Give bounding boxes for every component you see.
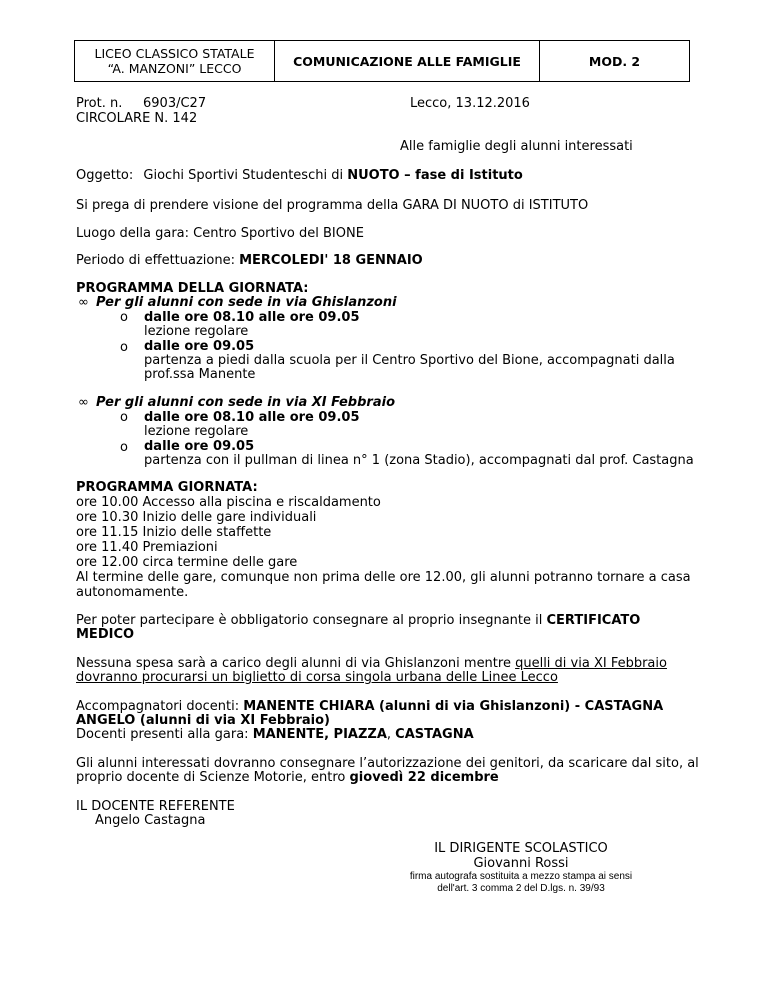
teachers-names-2: CASTAGNA xyxy=(395,727,474,742)
circolare-number: CIRCOLARE N. 142 xyxy=(76,111,198,126)
teachers-separator: , xyxy=(386,727,396,742)
signature-note-2: dell'art. 3 comma 2 del D.lgs. n. 39/93 xyxy=(437,883,605,894)
bullet-icon: ∞ xyxy=(78,395,89,410)
module-number: MOD. 2 xyxy=(588,53,641,69)
bullet-icon: ∞ xyxy=(78,295,89,310)
schedule-line: ore 10.00 Accesso alla piscina e riscaldamento xyxy=(76,495,381,510)
principal-signature xyxy=(408,841,634,895)
time-range: dalle ore 08.10 alle ore 09.05 xyxy=(144,410,360,425)
cost-underlined-1: quelli di via XI Febbraio xyxy=(515,656,667,671)
schedule-title: PROGRAMMA GIORNATA: xyxy=(76,480,258,495)
chaperones xyxy=(76,699,663,714)
certificate-text: Per poter partecipare è obbligatorio consegnare al proprio insegnante il xyxy=(76,613,547,628)
period-value: MERCOLEDI' 18 GENNAIO xyxy=(239,253,423,268)
certificate-notice xyxy=(76,613,640,628)
referent-title: IL DOCENTE REFERENTE xyxy=(76,799,235,814)
chaperones-names-2: ANGELO (alunni di via XI Febbraio) xyxy=(76,713,331,728)
school-line-1: LICEO CLASSICO STATALE xyxy=(94,46,255,61)
subject-label: Oggetto: xyxy=(76,168,134,183)
document-title: COMUNICAZIONE ALLE FAMIGLIE xyxy=(275,41,540,81)
venue: Luogo della gara: Centro Sportivo del BIONE xyxy=(76,226,364,241)
principal-name: Giovanni Rossi xyxy=(473,856,569,871)
authorization-line-1: Gli alunni interessati dovranno consegnare l’autorizzazione dei genitori, da scaricare dal sito, al xyxy=(76,756,699,771)
header-table xyxy=(74,40,690,82)
time-description: lezione regolare xyxy=(144,324,249,339)
period-label: Periodo di effettuazione: xyxy=(76,253,240,268)
list-marker: o xyxy=(120,340,128,355)
cost-underlined-2: dovranno procurarsi un biglietto di corsa singola urbana delle Linee Lecco xyxy=(76,670,558,685)
principal-title: IL DIRIGENTE SCOLASTICO xyxy=(434,841,608,856)
program-title: PROGRAMMA DELLA GIORNATA: xyxy=(76,281,309,296)
schedule-line: ore 11.15 Inizio delle staffette xyxy=(76,525,272,540)
schedule-line: autonomamente. xyxy=(76,585,189,600)
authorization-line-2 xyxy=(76,770,499,785)
chaperones-names-1: MANENTE CHIARA (alunni di via Ghislanzoni) - CASTAGNA xyxy=(243,699,664,714)
referent-name: Angelo Castagna xyxy=(95,813,206,828)
recipients: Alle famiglie degli alunni interessati xyxy=(400,139,633,154)
time-range: dalle ore 09.05 xyxy=(144,439,255,454)
cost-notice xyxy=(76,656,667,671)
certificate-bold: CERTIFICATO xyxy=(546,613,641,628)
chaperones-label: Accompagnatori docenti: xyxy=(76,699,244,714)
subject-text: Giochi Sportivi Studenteschi di xyxy=(143,168,348,183)
time-description: partenza a piedi dalla scuola per il Centro Sportivo del Bione, accompagnati dalla xyxy=(144,353,675,368)
signature-note-1: firma autografa sostituita a mezzo stampa ai sensi xyxy=(409,871,633,882)
schedule-line: Al termine delle gare, comunque non prima delle ore 12.00, gli alunni potranno tornare a casa xyxy=(76,570,691,585)
school-name-cell xyxy=(75,41,275,81)
place-date: Lecco, 13.12.2016 xyxy=(410,96,530,111)
subject-line xyxy=(76,168,523,183)
authorization-text: proprio docente di Scienze Motorie, entro xyxy=(76,770,350,785)
schedule-line: ore 11.40 Premiazioni xyxy=(76,540,218,555)
certificate-bold-2: MEDICO xyxy=(76,627,135,642)
time-description: lezione regolare xyxy=(144,424,249,439)
teachers-present xyxy=(76,727,474,742)
time-range: dalle ore 09.05 xyxy=(144,339,255,354)
cost-text: Nessuna spesa sarà a carico degli alunni di via Ghislanzoni mentre xyxy=(76,656,516,671)
group-title: Per gli alunni con sede in via Ghislanzoni xyxy=(96,295,397,310)
list-marker: o xyxy=(120,410,128,425)
subject-bold: NUOTO – fase di Istituto xyxy=(347,168,523,183)
group-title: Per gli alunni con sede in via XI Febbraio xyxy=(96,395,395,410)
period xyxy=(76,253,423,268)
list-marker: o xyxy=(120,440,128,455)
teachers-names-1: MANENTE, PIAZZA xyxy=(252,727,387,742)
time-description: partenza con il pullman di linea n° 1 (zona Stadio), accompagnati dal prof. Castagna xyxy=(144,453,694,468)
teachers-label: Docenti presenti alla gara: xyxy=(76,727,253,742)
list-marker: o xyxy=(120,310,128,325)
authorization-deadline: giovedì 22 dicembre xyxy=(349,770,499,785)
time-description: prof.ssa Manente xyxy=(144,367,256,382)
time-range: dalle ore 08.10 alle ore 09.05 xyxy=(144,310,360,325)
schedule-line: ore 10.30 Inizio delle gare individuali xyxy=(76,510,317,525)
schedule-line: ore 12.00 circa termine delle gare xyxy=(76,555,298,570)
protocol-number: Prot. n. 6903/C27 xyxy=(76,96,207,111)
school-line-2: “A. MANZONI” LECCO xyxy=(107,61,242,76)
intro-text: Si prega di prendere visione del programma della GARA DI NUOTO di ISTITUTO xyxy=(76,198,589,213)
